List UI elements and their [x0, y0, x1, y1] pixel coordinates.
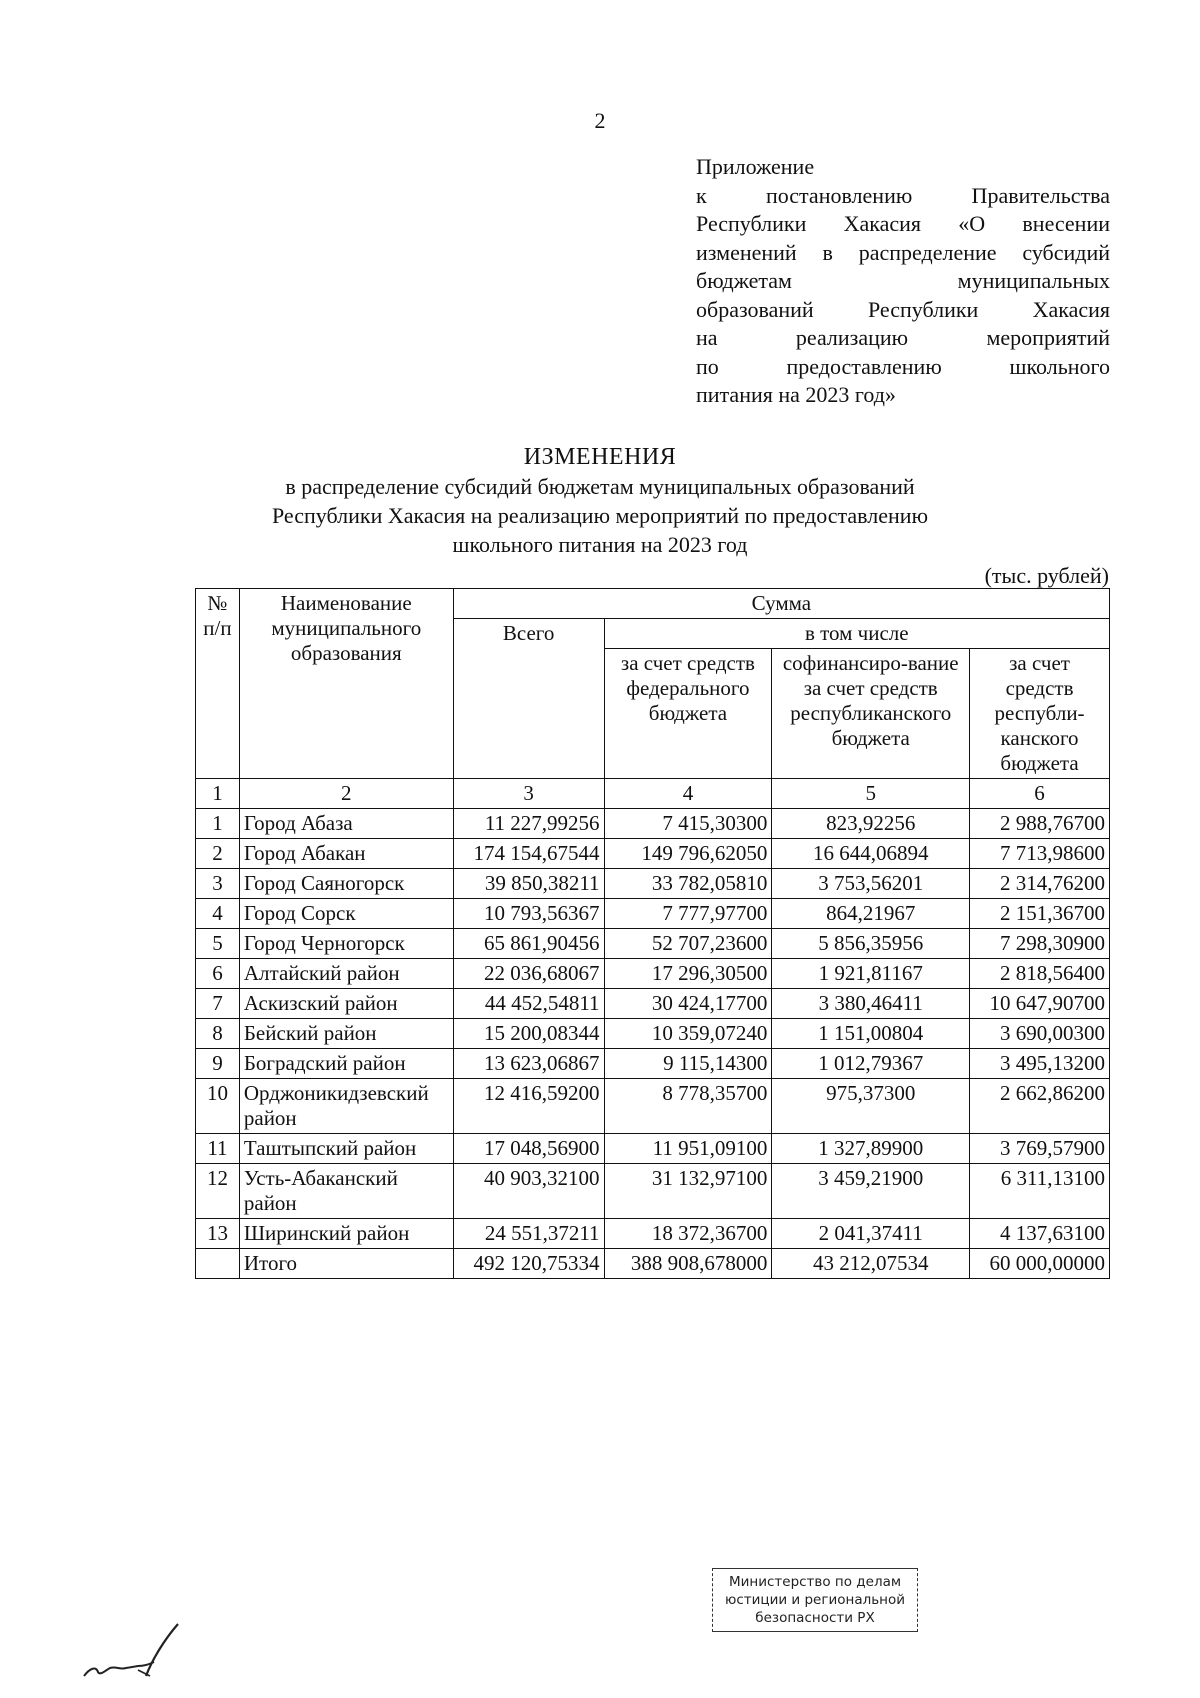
- row-cofin: 5 856,35956: [772, 929, 970, 959]
- row-cofin: 864,21967: [772, 899, 970, 929]
- row-cofin: 3 459,21900: [772, 1164, 970, 1219]
- header-cofin: софинансиро-вание за счет средств республиканского бюджета: [772, 649, 970, 779]
- table-row: [196, 959, 1110, 989]
- row-number: 3: [196, 869, 240, 899]
- table-row: [196, 1079, 1110, 1134]
- row-republic: 3 769,57900: [970, 1134, 1110, 1164]
- row-total: 65 861,90456: [453, 929, 604, 959]
- row-number: 8: [196, 1019, 240, 1049]
- row-federal: 7 415,30300: [604, 809, 772, 839]
- stamp-line: Министерство по делам: [728, 1574, 902, 1590]
- row-number: 1: [196, 809, 240, 839]
- row-number: 12: [196, 1164, 240, 1219]
- row-number: 11: [196, 1134, 240, 1164]
- row-federal: 33 782,05810: [604, 869, 772, 899]
- table-row: [196, 899, 1110, 929]
- document-title: ИЗМЕНЕНИЯ: [523, 444, 677, 470]
- row-total: 44 452,54811: [453, 989, 604, 1019]
- annex-line: Приложение: [696, 154, 815, 179]
- column-number: 6: [970, 779, 1110, 809]
- units-label: (тыс. рублей): [984, 563, 1109, 588]
- annex-header: [696, 153, 1110, 410]
- row-cofin: 3 753,56201: [772, 869, 970, 899]
- row-cofin: 1 012,79367: [772, 1049, 970, 1079]
- row-federal: 149 796,62050: [604, 839, 772, 869]
- row-total: 15 200,08344: [453, 1019, 604, 1049]
- row-number: 13: [196, 1219, 240, 1249]
- row-name: Город Абаза: [239, 809, 453, 839]
- row-republic: 6 311,13100: [970, 1164, 1110, 1219]
- row-name: Город Саяногорск: [239, 869, 453, 899]
- row-name: Город Сорск: [239, 899, 453, 929]
- row-cofin: 2 041,37411: [772, 1219, 970, 1249]
- row-name: Алтайский район: [239, 959, 453, 989]
- row-name: Итого: [239, 1249, 453, 1279]
- table-row: [196, 869, 1110, 899]
- row-total: 39 850,38211: [453, 869, 604, 899]
- column-number: 4: [604, 779, 772, 809]
- row-total: 17 048,56900: [453, 1134, 604, 1164]
- annex-line: питания на 2023 год»: [696, 382, 896, 407]
- row-number: 5: [196, 929, 240, 959]
- table-row: [196, 1219, 1110, 1249]
- row-number: 2: [196, 839, 240, 869]
- annex-line: изменений в распределение субсидий: [696, 239, 1110, 265]
- row-total: 174 154,67544: [453, 839, 604, 869]
- row-republic: 60 000,00000: [970, 1249, 1110, 1279]
- row-number: 10: [196, 1079, 240, 1134]
- row-name: Таштыпский район: [239, 1134, 453, 1164]
- annex-line: по предоставлению школьного: [696, 353, 1110, 379]
- table-row: [196, 1134, 1110, 1164]
- row-total: 24 551,37211: [453, 1219, 604, 1249]
- column-number: 3: [453, 779, 604, 809]
- row-federal: 52 707,23600: [604, 929, 772, 959]
- header-including: в том числе: [604, 619, 1109, 649]
- table-row: [196, 1164, 1110, 1219]
- row-federal: 388 908,678000: [604, 1249, 772, 1279]
- row-number: 4: [196, 899, 240, 929]
- row-total: 12 416,59200: [453, 1079, 604, 1134]
- row-name: Усть-Абаканский район: [239, 1164, 453, 1219]
- annex-line: к постановлению Правительства: [696, 182, 1110, 208]
- subtitle-line: Республики Хакасия на реализацию мероприятий по предоставлению: [271, 503, 929, 528]
- table-row: [196, 989, 1110, 1019]
- row-republic: 2 314,76200: [970, 869, 1110, 899]
- row-republic: 7 713,98600: [970, 839, 1110, 869]
- row-number: 6: [196, 959, 240, 989]
- column-number: 5: [772, 779, 970, 809]
- ministry-stamp: [712, 1568, 918, 1632]
- row-name: Боградский район: [239, 1049, 453, 1079]
- table-row: [196, 839, 1110, 869]
- row-federal: 31 132,97100: [604, 1164, 772, 1219]
- row-cofin: 43 212,07534: [772, 1249, 970, 1279]
- subtitle-line: школьного питания на 2023 год: [452, 532, 748, 557]
- row-name: Бейский район: [239, 1019, 453, 1049]
- header-num: № п/п: [196, 589, 240, 779]
- header-federal: за счет средств федерального бюджета: [604, 649, 772, 779]
- row-federal: 30 424,17700: [604, 989, 772, 1019]
- table-row: [196, 809, 1110, 839]
- row-cofin: 1 921,81167: [772, 959, 970, 989]
- row-federal: 18 372,36700: [604, 1219, 772, 1249]
- page-number: 2: [594, 108, 606, 133]
- annex-line: образований Республики Хакасия: [696, 296, 1110, 322]
- column-number: 1: [196, 779, 240, 809]
- row-republic: 2 662,86200: [970, 1079, 1110, 1134]
- document-subtitle: [230, 472, 970, 559]
- row-name: Город Абакан: [239, 839, 453, 869]
- table-body: [196, 779, 1110, 1279]
- row-number: 7: [196, 989, 240, 1019]
- stamp-line: безопасности РХ: [755, 1610, 875, 1626]
- row-federal: 9 115,14300: [604, 1049, 772, 1079]
- row-number: 9: [196, 1049, 240, 1079]
- row-republic: 4 137,63100: [970, 1219, 1110, 1249]
- row-name: Аскизский район: [239, 989, 453, 1019]
- stamp-line: юстиции и региональной: [724, 1592, 906, 1608]
- signature: [80, 1610, 190, 1690]
- header-republic: за счет средств республи-канского бюджета: [970, 649, 1110, 779]
- row-republic: 2 818,56400: [970, 959, 1110, 989]
- table-row: [196, 1019, 1110, 1049]
- table-row: [196, 929, 1110, 959]
- row-name: Город Черногорск: [239, 929, 453, 959]
- column-numbers-row: [196, 779, 1110, 809]
- row-federal: 10 359,07240: [604, 1019, 772, 1049]
- row-cofin: 975,37300: [772, 1079, 970, 1134]
- column-number: 2: [239, 779, 453, 809]
- row-total: 492 120,75334: [453, 1249, 604, 1279]
- row-total: 40 903,32100: [453, 1164, 604, 1219]
- row-federal: 17 296,30500: [604, 959, 772, 989]
- row-republic: 2 988,76700: [970, 809, 1110, 839]
- row-cofin: 16 644,06894: [772, 839, 970, 869]
- row-republic: 3 495,13200: [970, 1049, 1110, 1079]
- header-sum: Сумма: [453, 589, 1109, 619]
- header-total: Всего: [453, 619, 604, 779]
- row-cofin: 1 327,89900: [772, 1134, 970, 1164]
- row-name: Ширинский район: [239, 1219, 453, 1249]
- table-row: [196, 1049, 1110, 1079]
- row-federal: 7 777,97700: [604, 899, 772, 929]
- row-cofin: 823,92256: [772, 809, 970, 839]
- row-total: 11 227,99256: [453, 809, 604, 839]
- annex-line: бюджетам муниципальных: [696, 268, 1110, 293]
- row-cofin: 3 380,46411: [772, 989, 970, 1019]
- subtitle-line: в распределение субсидий бюджетам муниципальных образований: [285, 474, 915, 499]
- annex-line: Республики Хакасия «О внесении: [696, 211, 1110, 236]
- row-republic: 7 298,30900: [970, 929, 1110, 959]
- row-federal: 11 951,09100: [604, 1134, 772, 1164]
- row-republic: 3 690,00300: [970, 1019, 1110, 1049]
- subsidy-table: [195, 588, 1110, 1279]
- row-republic: 2 151,36700: [970, 899, 1110, 929]
- row-name: Орджоникидзевский район: [239, 1079, 453, 1134]
- annex-line: на реализацию мероприятий: [696, 325, 1110, 350]
- row-number: [196, 1249, 240, 1279]
- header-name: Наименование муниципального образования: [239, 589, 453, 779]
- total-row: [196, 1249, 1110, 1279]
- row-cofin: 1 151,00804: [772, 1019, 970, 1049]
- row-republic: 10 647,90700: [970, 989, 1110, 1019]
- row-total: 22 036,68067: [453, 959, 604, 989]
- row-federal: 8 778,35700: [604, 1079, 772, 1134]
- row-total: 13 623,06867: [453, 1049, 604, 1079]
- row-total: 10 793,56367: [453, 899, 604, 929]
